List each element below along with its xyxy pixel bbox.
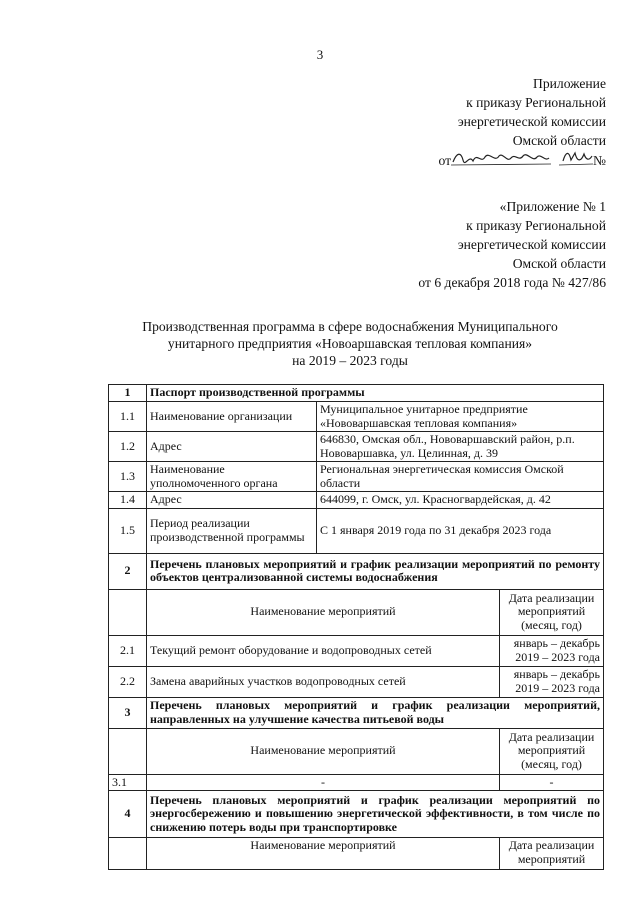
section-row xyxy=(109,553,604,589)
date-header: Дата реализации мероприятий (месяц, год) xyxy=(500,728,604,774)
row-number: 1.5 xyxy=(109,508,147,553)
column-header-row xyxy=(109,838,604,870)
activity-date: - xyxy=(500,774,604,791)
annex-line: Омской области xyxy=(512,256,606,271)
approval-line: энергетической комиссии xyxy=(457,114,606,129)
approval-line: к приказу Региональной xyxy=(466,95,606,110)
title-line: Производственная программа в сфере водоснабжения Муниципального xyxy=(142,319,558,334)
table-row xyxy=(109,402,604,432)
row-number: 3.1 xyxy=(109,774,147,791)
section-number: 4 xyxy=(109,791,147,838)
empty-cell xyxy=(109,728,147,774)
empty-cell xyxy=(109,838,147,870)
activity-name: Замена аварийных участков водопроводных сетей xyxy=(147,666,500,697)
row-number: 1.3 xyxy=(109,462,147,492)
section-title: Перечень плановых мероприятий и график реализации мероприятий по ремонту объектов централизованной системы водоснабжения xyxy=(147,553,604,589)
row-number: 1.1 xyxy=(109,402,147,432)
column-header-row xyxy=(109,728,604,774)
section-number: 2 xyxy=(109,553,147,589)
row-label: Адрес xyxy=(147,492,317,509)
row-label: Период реализации производственной программы xyxy=(147,508,317,553)
handwritten-date-signature xyxy=(451,150,593,168)
table-row xyxy=(109,666,604,697)
section-title: Перечень плановых мероприятий и график реализации мероприятий по энергосбережению и повышению энергетической эффективности, в том числе по снижению потерь воды при транспортировке xyxy=(147,791,604,838)
section-row xyxy=(109,385,604,402)
row-value: С 1 января 2019 года по 31 декабря 2023 года xyxy=(317,508,604,553)
annex-block xyxy=(418,197,606,292)
table-row xyxy=(109,508,604,553)
section-title: Перечень плановых мероприятий и график реализации мероприятий, направленных на улучшение качества питьевой воды xyxy=(147,697,604,728)
annex-line: «Приложение № 1 xyxy=(499,199,606,214)
from-prefix: от xyxy=(438,153,452,168)
row-number: 2.2 xyxy=(109,666,147,697)
activity-header: Наименование мероприятий xyxy=(147,838,500,870)
row-label: Адрес xyxy=(147,432,317,462)
activity-name: - xyxy=(147,774,500,791)
row-number: 1.2 xyxy=(109,432,147,462)
approval-line: Приложение xyxy=(533,76,606,91)
activity-date: январь – декабрь 2019 – 2023 года xyxy=(500,666,604,697)
annex-line: к приказу Региональной xyxy=(466,218,606,233)
row-number: 1.4 xyxy=(109,492,147,509)
row-number: 2.1 xyxy=(109,635,147,666)
page-number: 3 xyxy=(316,47,324,62)
annex-line: энергетической комиссии xyxy=(457,237,606,252)
production-program-table xyxy=(108,384,604,870)
date-header: Дата реализации мероприятий xyxy=(500,838,604,870)
row-value: 646830, Омская обл., Нововаршавский район, р.п. Нововаршавка, ул. Целинная, д. 39 xyxy=(317,432,604,462)
title-line: унитарного предприятия «Новоаршавская тепловая компания» xyxy=(167,336,533,351)
row-value: 644099, г. Омск, ул. Красногвардейская, д. 42 xyxy=(317,492,604,509)
date-header: Дата реализации мероприятий (месяц, год) xyxy=(500,589,604,635)
activity-header: Наименование мероприятий xyxy=(147,728,500,774)
section-number: 3 xyxy=(109,697,147,728)
empty-cell xyxy=(109,589,147,635)
number-mark: № xyxy=(593,153,606,168)
table-row xyxy=(109,774,604,791)
section-number: 1 xyxy=(109,385,147,402)
activity-name: Текущий ремонт оборудование и водопроводных сетей xyxy=(147,635,500,666)
activity-header: Наименование мероприятий xyxy=(147,589,500,635)
approval-line: Омской области xyxy=(512,133,606,148)
annex-line: от 6 декабря 2018 года № 427/86 xyxy=(418,275,606,290)
row-value: Муниципальное унитарное предприятие «Нововаршавская тепловая компания» xyxy=(317,402,604,432)
section-title: Паспорт производственной программы xyxy=(147,385,604,402)
section-row xyxy=(109,791,604,838)
title-line: на 2019 – 2023 годы xyxy=(292,353,408,368)
row-label: Наименование организации xyxy=(147,402,317,432)
approval-block xyxy=(438,74,606,170)
approval-date-line xyxy=(438,150,606,170)
document-title xyxy=(60,318,640,369)
table-row xyxy=(109,492,604,509)
table-row xyxy=(109,462,604,492)
section-row xyxy=(109,697,604,728)
column-header-row xyxy=(109,589,604,635)
table-row xyxy=(109,432,604,462)
row-label: Наименование уполномоченного органа xyxy=(147,462,317,492)
row-value: Региональная энергетическая комиссия Омской области xyxy=(317,462,604,492)
activity-date: январь – декабрь 2019 – 2023 года xyxy=(500,635,604,666)
table-row xyxy=(109,635,604,666)
